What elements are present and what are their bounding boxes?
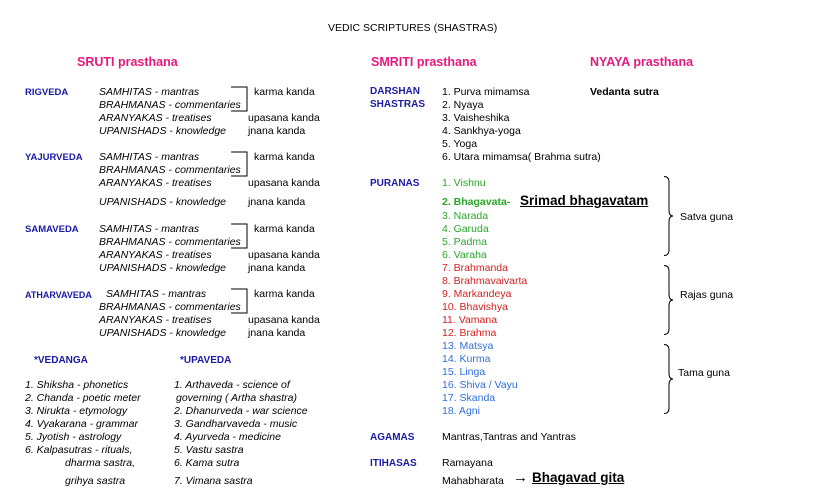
vedanta-sutra: Vedanta sutra bbox=[590, 86, 659, 98]
itihasas-label: ITIHASAS bbox=[370, 458, 417, 469]
darshan-item: 2. Nyaya bbox=[442, 99, 484, 111]
upaveda-item: governing ( Artha shastra) bbox=[176, 392, 298, 404]
tamas-bracket bbox=[664, 344, 676, 414]
darshan-label: DARSHAN bbox=[370, 86, 420, 97]
smriti-heading: SMRITI prasthana bbox=[371, 55, 477, 69]
veda-row: ARANYAKAS - treatises bbox=[99, 177, 212, 189]
upaveda-item: 5. Vastu sastra bbox=[174, 444, 244, 456]
kanda-label: jnana kanda bbox=[248, 327, 306, 339]
guna-label: Tama guna bbox=[678, 367, 730, 379]
kanda-label: upasana kanda bbox=[248, 177, 320, 189]
vedanga-item: 5. Jyotish - astrology bbox=[25, 431, 122, 443]
purana-item: 11. Vamana bbox=[442, 314, 498, 326]
purana-item: 12. Brahma bbox=[442, 327, 497, 339]
purana-item: 18. Agni bbox=[442, 405, 480, 417]
purana-item: 16. Shiva / Vayu bbox=[442, 379, 518, 391]
purana-item: 2. Bhagavata- bbox=[442, 196, 511, 208]
vedanga-item: 6. Kalpasutras - rituals, bbox=[25, 444, 133, 456]
vedanga-item: 3. Nirukta - etymology bbox=[25, 405, 128, 417]
satva-bracket bbox=[664, 176, 676, 256]
kanda-label: jnana kanda bbox=[248, 196, 306, 208]
vedanga-item: 4. Vyakarana - grammar bbox=[25, 418, 139, 430]
kanda-label: karma kanda bbox=[254, 223, 315, 235]
veda-row: UPANISHADS - knowledge bbox=[99, 196, 227, 208]
vedanga-item: dharma sastra, bbox=[65, 457, 136, 469]
veda-row: SAMHITAS - mantras bbox=[99, 223, 200, 235]
darshan-item: 1. Purva mimamsa bbox=[442, 86, 530, 98]
purana-item: 7. Brahmanda bbox=[442, 262, 508, 274]
veda-row: ARANYAKAS - treatises bbox=[99, 314, 212, 326]
upaveda-item: 2. Dhanurveda - war science bbox=[174, 405, 308, 417]
kanda-label: karma kanda bbox=[254, 86, 315, 98]
guna-label: Satva guna bbox=[680, 211, 734, 223]
vedanga-item: 2. Chanda - poetic meter bbox=[25, 392, 141, 404]
upaveda-item: 4. Ayurveda - medicine bbox=[174, 431, 281, 443]
page-title: VEDIC SCRIPTURES (SHASTRAS) bbox=[328, 22, 498, 34]
arrow-icon: → bbox=[513, 469, 528, 486]
kanda-label: karma kanda bbox=[254, 288, 315, 300]
nyaya-heading: NYAYA prasthana bbox=[590, 55, 694, 69]
shastras-label: SHASTRAS bbox=[370, 99, 426, 110]
upaveda-item: 3. Gandharvaveda - music bbox=[174, 418, 298, 430]
karma-bracket bbox=[231, 288, 251, 316]
agamas-label: AGAMAS bbox=[370, 432, 415, 443]
veda-row: BRAHMANAS - commentaries bbox=[99, 164, 241, 176]
veda-row: UPANISHADS - knowledge bbox=[99, 327, 227, 339]
darshan-item: 4. Sankhya-yoga bbox=[442, 125, 521, 137]
kanda-label: upasana kanda bbox=[248, 314, 320, 326]
purana-item: 3. Narada bbox=[442, 210, 489, 222]
purana-item: 5. Padma bbox=[442, 236, 487, 248]
itihasa-item: Ramayana bbox=[442, 457, 493, 469]
kanda-label: upasana kanda bbox=[248, 112, 320, 124]
veda-name: RIGVEDA bbox=[25, 87, 69, 98]
veda-row: UPANISHADS - knowledge bbox=[99, 262, 227, 274]
veda-row: BRAHMANAS - commentaries bbox=[99, 301, 241, 313]
guna-label: Rajas guna bbox=[680, 289, 734, 301]
darshan-item: 3. Vaisheshika bbox=[442, 112, 510, 124]
itihasa-item: Mahabharata bbox=[442, 475, 504, 487]
veda-row: ARANYAKAS - treatises bbox=[99, 249, 212, 261]
srimad-bhagavatam: Srimad bhagavatam bbox=[520, 193, 649, 208]
upaveda-item: 7. Vimana sastra bbox=[174, 475, 253, 487]
purana-item: 15. Linga bbox=[442, 366, 486, 378]
purana-item: 8. Brahmavaivarta bbox=[442, 275, 528, 287]
veda-row: BRAHMANAS - commentaries bbox=[99, 99, 241, 111]
veda-name: SAMAVEDA bbox=[25, 224, 79, 235]
kanda-label: karma kanda bbox=[254, 151, 315, 163]
purana-item: 6. Varaha bbox=[442, 249, 487, 261]
purana-item: 1. Vishnu bbox=[442, 177, 486, 189]
karma-bracket bbox=[231, 223, 251, 251]
sruti-heading: SRUTI prasthana bbox=[77, 55, 178, 69]
karma-bracket bbox=[231, 151, 251, 179]
agamas-text: Mantras,Tantras and Yantras bbox=[442, 431, 576, 443]
karma-bracket bbox=[231, 86, 251, 114]
veda-row: SAMHITAS - mantras bbox=[106, 288, 207, 300]
purana-item: 10. Bhavishya bbox=[442, 301, 508, 313]
veda-name: ATHARVAVEDA bbox=[25, 290, 92, 300]
veda-name: YAJURVEDA bbox=[25, 152, 83, 163]
purana-item: 9. Markandeya bbox=[442, 288, 512, 300]
veda-row: UPANISHADS - knowledge bbox=[99, 125, 227, 137]
veda-row: BRAHMANAS - commentaries bbox=[99, 236, 241, 248]
purana-item: 14. Kurma bbox=[442, 353, 491, 365]
vedanga-item: 1. Shiksha - phonetics bbox=[25, 379, 129, 391]
puranas-label: PURANAS bbox=[370, 178, 420, 189]
darshan-item: 5. Yoga bbox=[442, 138, 478, 150]
kanda-label: upasana kanda bbox=[248, 249, 320, 261]
rajas-bracket bbox=[664, 265, 676, 335]
vedanga-item: grihya sastra bbox=[65, 475, 126, 487]
veda-row: ARANYAKAS - treatises bbox=[99, 112, 212, 124]
darshan-item: 6. Utara mimamsa( Brahma sutra) bbox=[442, 151, 601, 163]
kanda-label: jnana kanda bbox=[248, 125, 306, 137]
vedanga-heading: *VEDANGA bbox=[34, 355, 88, 366]
purana-item: 17. Skanda bbox=[442, 392, 496, 404]
purana-item: 4. Garuda bbox=[442, 223, 489, 235]
veda-row: SAMHITAS - mantras bbox=[99, 151, 200, 163]
bhagavad-gita: Bhagavad gita bbox=[532, 470, 625, 485]
upaveda-item: 1. Arthaveda - science of bbox=[174, 379, 290, 391]
upaveda-item: 6. Kama sutra bbox=[174, 457, 240, 469]
kanda-label: jnana kanda bbox=[248, 262, 306, 274]
veda-row: SAMHITAS - mantras bbox=[99, 86, 200, 98]
purana-item: 13. Matsya bbox=[442, 340, 494, 352]
upaveda-heading: *UPAVEDA bbox=[180, 355, 232, 366]
